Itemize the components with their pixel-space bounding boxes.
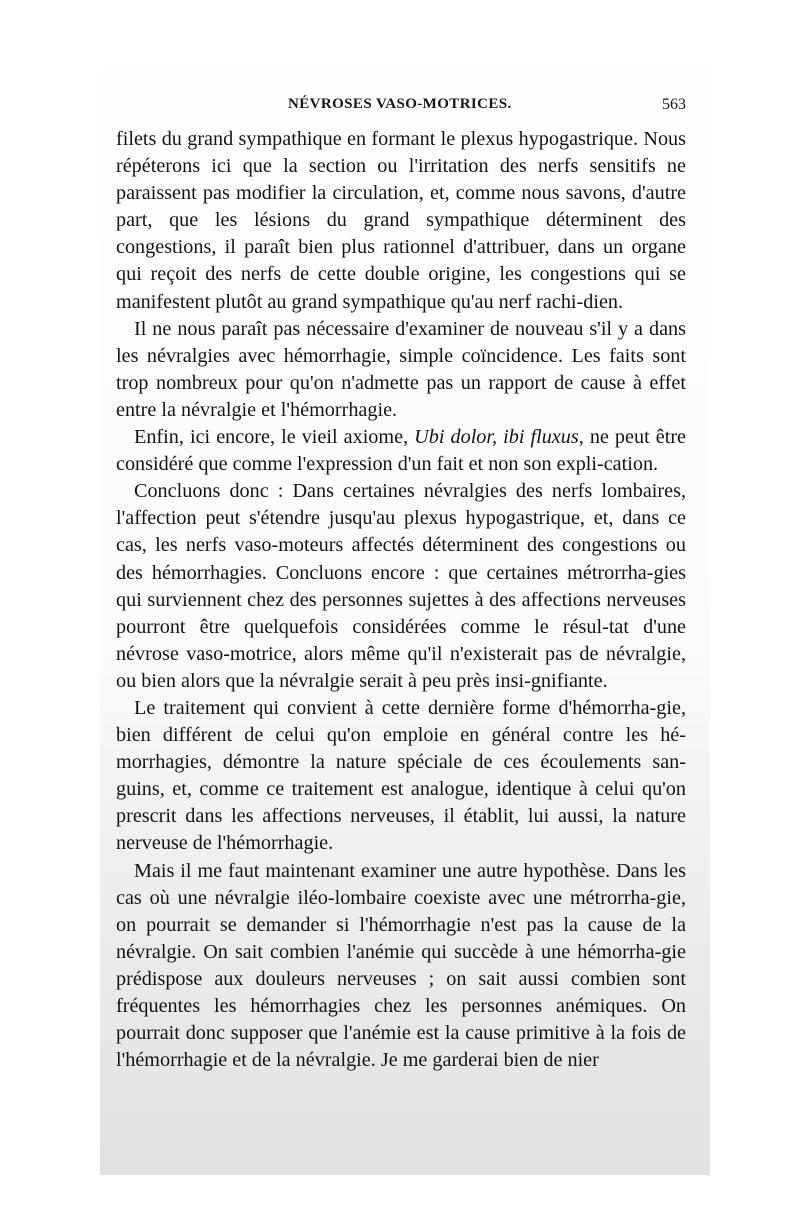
paragraph-treatment: Le traitement qui convient à cette dernière forme d'hémorrha-gie, bien différent de celui qu'on emploie en général contre les hé-morrhagies, démontre la nature spéciale de ces écoulements san-guins, et, comme ce traitement est analogue, identique à celui qu'on prescrit dans les affections nerveuses, il établit, lui aussi, la nature nerveuse de l'hémorrhagie.: [116, 696, 686, 855]
paragraph-continued: filets du grand sympathique en formant le plexus hypogastrique. Nous répéterons ici que la section ou l'irritation des nerfs sensitifs ne paraissent pas modifier la circulation, et, comme nous savons, d'autre part, que les lésions du grand sympathique déterminent des congestions, il paraît bien plus rationnel d'attribuer, dans un organe qui reçoit des nerfs de cette double origine, les congestions qui se manifestent plutôt au grand sympathique qu'au nerf rachi-dien.: [116, 128, 686, 313]
paragraph-axiom: [116, 424, 686, 478]
paragraph-coincidence: Il ne nous paraît pas nécessaire d'examiner de nouveau s'il y a dans les névralgies avec hémorrhagie, simple coïncidence. Les faits sont trop nombreux pour qu'on n'admette pas un rapport de cause à effet entre la névralgie et l'hémorrhagie.: [116, 317, 686, 421]
running-title: NÉVROSES VASO-MOTRICES.: [288, 96, 512, 112]
axiom-text-before: Enfin, ici encore, le vieil axiome,: [134, 426, 415, 449]
page-number: 563: [662, 96, 686, 113]
running-head: [118, 96, 686, 120]
paragraph-hypothesis: Mais il me faut maintenant examiner une autre hypothèse. Dans les cas où une névralgie iléo-lombaire coexiste avec une métrorrha-gie, on pourrait se demander si l'hémorrhagie n'est pas la cause de la névralgie. On sait combien l'anémie qui succède à une hémorrha-gie prédispose aux douleurs nerveuses ; on sait aussi combien sont fréquentes les hémorrhagies chez les personnes anémiques. On pourrait donc supposer que l'anémie est la cause primitive à la fois de l'hémorrhagie et de la névralgie. Je me garderai bien de nier: [116, 859, 686, 1072]
axiom-text-after: ne peut être considéré que comme l'expression d'un fait et non son expli-cation.: [116, 426, 686, 476]
paragraph-conclusions: Concluons donc : Dans certaines névralgies des nerfs lombaires, l'affection peut s'étendre jusqu'au plexus hypogastrique, et, dans ce cas, les nerfs vaso-moteurs affectés déterminent des congestions ou des hémorrhagies. Concluons encore : que certaines métrorrha-gies qui surviennent chez des personnes sujettes à des affections nerveuses pourront être quelquefois considérées comme le résul-tat d'une névrose vaso-motrice, alors même qu'il n'existerait pas de névralgie, ou bien alors que la névralgie serait à peu près insi-gnifiante.: [116, 480, 686, 692]
body-text: [116, 126, 686, 1074]
axiom-latin-quote: Ubi dolor, ibi fluxus,: [414, 426, 584, 449]
